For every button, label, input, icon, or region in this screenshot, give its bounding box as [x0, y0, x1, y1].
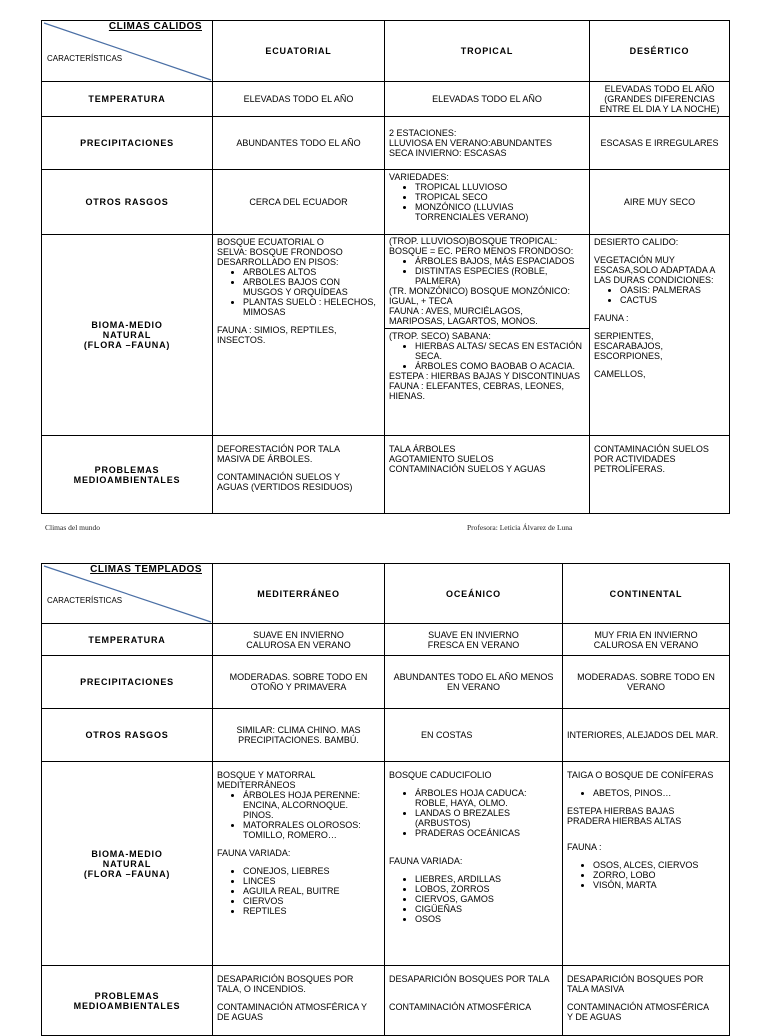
- cell-problemas-ecuatorial: DEFORESTACIÓN POR TALA MASIVA DE ÁRBOLES. CONTAMINACIÓN SUELOS Y AGUAS (VERTIDOS RESIDUOS): [213, 436, 385, 514]
- list-item: • ÁRBOLES HOJA PERENNE: ENCINA, ALCORNOQUE. PINOS.: [243, 790, 380, 820]
- corner-header: [42, 564, 213, 624]
- list-item: • OSOS: [415, 914, 558, 924]
- list-item: • ZORRO, LOBO: [593, 870, 725, 880]
- list-item: • CIERVOS, GAMOS: [415, 894, 558, 904]
- list-item: • REPTILES: [243, 906, 380, 916]
- cell-bioma-mediterraneo: BOSQUE Y MATORRAL MEDITERRÁNEOS • ÁRBOLES HOJA PERENNE: ENCINA, ALCORNOQUE. PINOS. • MATORRALES OLOROSOS: TOMILLO, ROMERO… FAUNA VARIADA: • CONEJOS, LIEBRES • LINCES • AGUILA REAL, BUITRE • CIERVOS • REPTILES: [213, 762, 385, 966]
- row-label-problemas: PROBLEMAS MEDIOAMBIENTALES: [42, 966, 213, 1036]
- list-item: • CIERVOS: [243, 896, 380, 906]
- row-label-bioma: BIOMA-MEDIO NATURAL (FLORA –FAUNA): [42, 235, 213, 436]
- list-variedades: [389, 182, 585, 222]
- column-header-mediterraneo: MEDITERRÁNEO: [213, 564, 385, 624]
- list-item: • TROPICAL SECO: [415, 192, 585, 202]
- list-item: • ÁRBOLES HOJA CADUCA: ROBLE, HAYA, OLMO.: [415, 788, 558, 808]
- list-item: • ABETOS, PINOS…: [593, 788, 725, 798]
- corner-subtitle: CARACTERÍSTICAS: [47, 596, 123, 605]
- cell-problemas-oceanico: DESAPARICIÓN BOSQUES POR TALA CONTAMINACIÓN ATMOSFÉRICA: [385, 966, 563, 1036]
- column-header-tropical: TROPICAL: [385, 21, 590, 82]
- cell-bioma-continental: TAIGA O BOSQUE DE CONÍFERAS • ABETOS, PINOS… ESTEPA HIERBAS BAJAS PRADERA HIERBAS ALTAS FAUNA : • OSOS, ALCES, CIERVOS • ZORRO, LOBO • VISÓN, MARTA: [563, 762, 730, 966]
- cell-otros-continental: INTERIORES, ALEJADOS DEL MAR.: [563, 709, 730, 762]
- footer-left: Climas del mundo: [45, 523, 100, 532]
- cell-bioma-ecuatorial: BOSQUE ECUATORIAL O SELVA: BOSQUE FRONDOSO DESARROLLADO EN PISOS: • ARBOLES ALTOS • ARBOLES BAJOS CON MUSGOS Y ORQUÍDEAS • PLANTAS SUELO : HELECHOS, MIMOSAS FAUNA : SIMIOS, REPTILES, INSECTOS.: [213, 235, 385, 436]
- list-item: • PRADERAS OCEÁNICAS: [415, 828, 558, 838]
- list-item: • CACTUS: [620, 295, 725, 305]
- row-label-temperatura: TEMPERATURA: [42, 624, 213, 656]
- list-item: • LIEBRES, ARDILLAS: [415, 874, 558, 884]
- row-label-precipitaciones: PRECIPITACIONES: [42, 656, 213, 709]
- cell-temperatura-tropical: ELEVADAS TODO EL AÑO: [385, 82, 590, 117]
- list-item: • ARBOLES ALTOS: [243, 267, 380, 277]
- list-item: • VISÓN, MARTA: [593, 880, 725, 890]
- footer-right: Profesora: Leticia Álvarez de Luna: [467, 523, 573, 532]
- cell-problemas-tropical: TALA ÁRBOLES AGOTAMIENTO SUELOS CONTAMINACIÓN SUELOS Y AGUAS: [385, 436, 590, 514]
- list-item: • CIGÜEÑAS: [415, 904, 558, 914]
- cell-otros-desertico: AIRE MUY SECO: [590, 170, 730, 235]
- corner-header: [42, 21, 213, 82]
- corner-title: CLIMAS CALIDOS: [108, 21, 202, 32]
- list-item: • MONZÓNICO (LLUVIAS TORRENCIALES VERANO): [415, 202, 585, 222]
- cell-bioma-tropical: [385, 235, 590, 436]
- column-header-desertico: DESÉRTICO: [590, 21, 730, 82]
- row-label-temperatura: TEMPERATURA: [42, 82, 213, 117]
- bioma-tropical-seco: (TROP. SECO) SABANA: • HIERBAS ALTAS/ SECAS EN ESTACIÓN SECA. • ÁRBOLES COMO BAOBAB O ACACIA. ESTEPA : HIERBAS BAJAS Y DISCONTINUAS FAUNA : ELEFANTES, CEBRAS, LEONES, HIENAS.: [385, 329, 589, 403]
- cell-temperatura-mediterraneo: SUAVE EN INVIERNO CALUROSA EN VERANO: [213, 624, 385, 656]
- list-item: • MATORRALES OLOROSOS: TOMILLO, ROMERO…: [243, 820, 380, 840]
- list-item: • LINCES: [243, 876, 380, 886]
- list-item: • PLANTAS SUELO : HELECHOS, MIMOSAS: [243, 297, 380, 317]
- list-item: • LANDAS O BREZALES (ARBUSTOS): [415, 808, 558, 828]
- list-item: • TROPICAL LLUVIOSO: [415, 182, 585, 192]
- cell-precipitaciones-desertico: ESCASAS E IRREGULARES: [590, 117, 730, 170]
- list-item: • CONEJOS, LIEBRES: [243, 866, 380, 876]
- cell-problemas-desertico: CONTAMINACIÓN SUELOS POR ACTIVIDADES PETROLÍFERAS.: [590, 436, 730, 514]
- cell-temperatura-desertico: ELEVADAS TODO EL AÑO (GRANDES DIFERENCIAS ENTRE EL DIA Y LA NOCHE): [590, 82, 730, 117]
- row-label-bioma: BIOMA-MEDIO NATURAL (FLORA –FAUNA): [42, 762, 213, 966]
- corner-subtitle: CARACTERÍSTICAS: [47, 54, 123, 63]
- cell-precipitaciones-ecuatorial: ABUNDANTES TODO EL AÑO: [213, 117, 385, 170]
- cell-bioma-desertico: DESIERTO CALIDO: VEGETACIÓN MUY ESCASA,SOLO ADAPTADA A LAS DURAS CONDICIONES: • OASIS: PALMERAS • CACTUS FAUNA : SERPIENTES, ESCARABAJOS, ESCORPIONES, CAMELLOS,: [590, 235, 730, 436]
- row-label-problemas: PROBLEMAS MEDIOAMBIENTALES: [42, 436, 213, 514]
- bioma-tropical-lluvioso: (TROP. LLUVIOSO)BOSQUE TROPICAL: BOSQUE = EC. PERO MENOS FRONDOSO: • ÁRBOLES BAJOS, MÁS ESPACIADOS • DISTINTAS ESPECIES (ROBLE, PALMERA) (TR. MONZÓNICO) BOSQUE MONZÓNICO: IGUAL, + TECA FAUNA : AVES, MURCIÉLAGOS, MARIPOSAS, LAGARTOS, MONOS.: [385, 235, 589, 329]
- list-item: • OASIS: PALMERAS: [620, 285, 725, 295]
- cell-temperatura-continental: MUY FRIA EN INVIERNO CALUROSA EN VERANO: [563, 624, 730, 656]
- climas-calidos-table: [41, 20, 730, 514]
- list-item: • DISTINTAS ESPECIES (ROBLE, PALMERA): [415, 266, 585, 286]
- cell-problemas-mediterraneo: DESAPARICIÓN BOSQUES POR TALA, O INCENDIOS. CONTAMINACIÓN ATMOSFÉRICA Y DE AGUAS: [213, 966, 385, 1036]
- list-item: • HIERBAS ALTAS/ SECAS EN ESTACIÓN SECA.: [415, 341, 585, 361]
- climas-templados-table: [41, 563, 730, 1036]
- cell-otros-tropical: VARIEDADES: • TROPICAL LLUVIOSO • TROPICAL SECO • MONZÓNICO (LLUVIAS TORRENCIALES VERANO): [385, 170, 590, 235]
- column-header-continental: CONTINENTAL: [563, 564, 730, 624]
- cell-otros-oceanico: EN COSTAS: [385, 709, 563, 762]
- cell-bioma-oceanico: BOSQUE CADUCIFOLIO • ÁRBOLES HOJA CADUCA: ROBLE, HAYA, OLMO. • LANDAS O BREZALES (ARBUSTOS) • PRADERAS OCEÁNICAS FAUNA VARIADA: • LIEBRES, ARDILLAS • LOBOS, ZORROS • CIERVOS, GAMOS • CIGÜEÑAS • OSOS: [385, 762, 563, 966]
- list-item: • ARBOLES BAJOS CON MUSGOS Y ORQUÍDEAS: [243, 277, 380, 297]
- cell-precipitaciones-continental: MODERADAS. SOBRE TODO EN VERANO: [563, 656, 730, 709]
- row-label-precipitaciones: PRECIPITACIONES: [42, 117, 213, 170]
- list-item: • ÁRBOLES COMO BAOBAB O ACACIA.: [415, 361, 585, 371]
- column-header-oceanico: OCEÁNICO: [385, 564, 563, 624]
- cell-otros-mediterraneo: SIMILAR: CLIMA CHINO. MAS PRECIPITACIONES. BAMBÚ.: [213, 709, 385, 762]
- cell-temperatura-oceanico: SUAVE EN INVIERNO FRESCA EN VERANO: [385, 624, 563, 656]
- cell-temperatura-ecuatorial: ELEVADAS TODO EL AÑO: [213, 82, 385, 117]
- row-label-otros-rasgos: OTROS RASGOS: [42, 709, 213, 762]
- list-item: • AGUILA REAL, BUITRE: [243, 886, 380, 896]
- column-header-ecuatorial: ECUATORIAL: [213, 21, 385, 82]
- cell-otros-ecuatorial: CERCA DEL ECUADOR: [213, 170, 385, 235]
- list-item: • ÁRBOLES BAJOS, MÁS ESPACIADOS: [415, 256, 585, 266]
- cell-precipitaciones-tropical: 2 ESTACIONES: LLUVIOSA EN VERANO:ABUNDANTES SECA INVIERNO: ESCASAS: [385, 117, 590, 170]
- corner-title: CLIMAS TEMPLADOS: [90, 564, 202, 575]
- cell-precipitaciones-mediterraneo: MODERADAS. SOBRE TODO EN OTOÑO Y PRIMAVERA: [213, 656, 385, 709]
- cell-precipitaciones-oceanico: ABUNDANTES TODO EL AÑO MENOS EN VERANO: [385, 656, 563, 709]
- list-item: • LOBOS, ZORROS: [415, 884, 558, 894]
- cell-problemas-continental: DESAPARICIÓN BOSQUES POR TALA MASIVA CONTAMINACIÓN ATMOSFÉRICA Y DE AGUAS: [563, 966, 730, 1036]
- row-label-otros-rasgos: OTROS RASGOS: [42, 170, 213, 235]
- list-item: • OSOS, ALCES, CIERVOS: [593, 860, 725, 870]
